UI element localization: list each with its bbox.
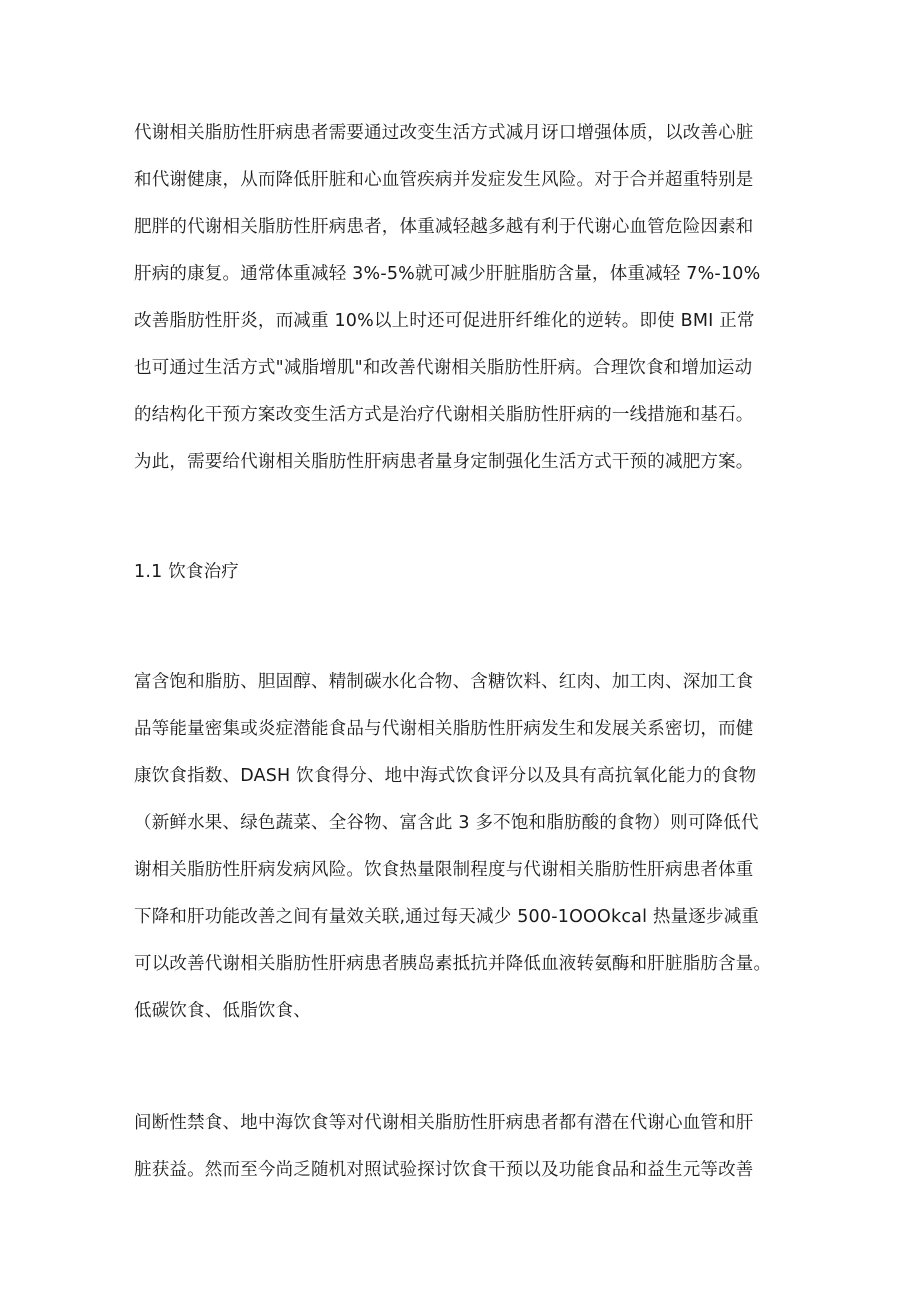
- paragraph-line: 脏获益。然而至今尚乏随机对照试验探讨饮食干预以及功能食品和益生元等改善: [134, 1160, 754, 1180]
- paragraph-line: 也可通过生活方式"减脂增肌"和改善代谢相关脂肪性肝病。合理饮食和增加运动: [134, 358, 753, 378]
- paragraph-line: 可以改善代谢相关脂肪性肝病患者胰岛素抵抗并降低血液转氨酶和肝脏脂肪含量。: [134, 954, 772, 974]
- paragraph-line: 肥胖的代谢相关脂肪性肝病患者，体重减轻越多越有利于代谢心血管危险因素和: [134, 217, 754, 237]
- paragraph-line: 肝病的康复。通常体重减轻 3%-5%就可减少肝脏脂肪含量，体重减轻 7%-10%: [134, 264, 761, 284]
- paragraph-line: 为此，需要给代谢相关脂肪性肝病患者量身定制强化生活方式干预的减肥方案。: [134, 452, 754, 472]
- paragraph-line: 低碳饮食、低脂饮食、: [134, 1001, 311, 1021]
- paragraph-line: 改善脂肪性肝炎，而减重 10%以上时还可促进肝纤维化的逆转。即使 BMI 正常: [134, 311, 755, 331]
- paragraph-line: 富含饱和脂肪、胆固醇、精制碳水化合物、含糖饮料、红肉、加工肉、深加工食: [134, 672, 754, 692]
- paragraph-line: 和代谢健康，从而降低肝脏和心血管疾病并发症发生风险。对于合并超重特别是: [134, 170, 754, 190]
- paragraph-line: 下降和肝功能改善之间有量效关联,通过每天减少 500-1OOOkcal 热量逐步减重: [134, 907, 760, 927]
- paragraph-line: 的结构化干预方案改变生活方式是治疗代谢相关脂肪性肝病的一线措施和基石。: [134, 405, 754, 425]
- paragraph-line: 代谢相关脂肪性肝病患者需要通过改变生活方式减月讶口增强体质，以改善心脏: [134, 123, 754, 143]
- section-heading-diet-therapy: 1.1 饮食治疗: [134, 562, 239, 582]
- paragraph-line: （新鲜水果、绿色蔬菜、全谷物、富含此 3 多不饱和脂肪酸的食物）则可降低代: [134, 813, 759, 833]
- paragraph-line: 康饮食指数、DASH 饮食得分、地中海式饮食评分以及具有高抗氧化能力的食物: [134, 766, 757, 786]
- paragraph-line: 谢相关脂肪性肝病发病风险。饮食热量限制程度与代谢相关脂肪性肝病患者体重: [134, 860, 754, 880]
- paragraph-line: 品等能量密集或炎症潜能食品与代谢相关脂肪性肝病发生和发展关系密切，而健: [134, 719, 754, 739]
- paragraph-line: 间断性禁食、地中海饮食等对代谢相关脂肪性肝病患者都有潜在代谢心血管和肝: [134, 1113, 754, 1133]
